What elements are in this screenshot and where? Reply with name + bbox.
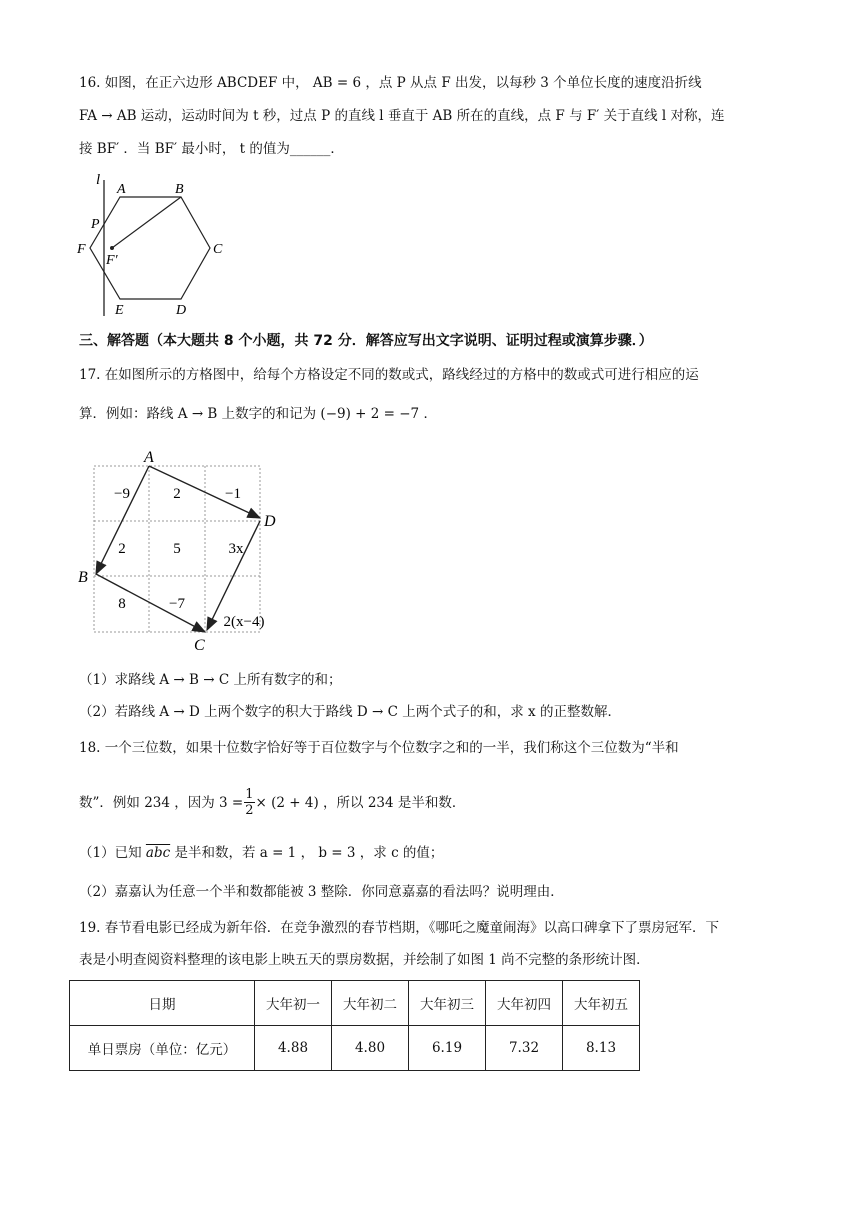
label-A: A bbox=[117, 182, 126, 197]
fraction-denominator: 2 bbox=[245, 803, 254, 818]
q16-line-1: 16. 如图，在正六边形 ABCDEF 中， AB = 6 ，点 P 从点 F 出发，以每秒 3 个单位长度的速度沿折线 bbox=[79, 75, 702, 91]
cell-r1c2: 2 bbox=[173, 486, 181, 502]
table-header-cell: 大年初四 bbox=[486, 981, 563, 1026]
point-B: B bbox=[78, 569, 88, 586]
q16-line-3: 接 BF′ ．当 BF′ 最小时， t 的值为______． bbox=[79, 141, 344, 157]
table-header-cell: 大年初一 bbox=[255, 981, 332, 1026]
table-cell: 6.19 bbox=[409, 1026, 486, 1071]
cell-r1c1: −9 bbox=[114, 486, 130, 502]
abc-overline: $\overline{abc}$ bbox=[145, 845, 171, 861]
table-cell: 4.88 bbox=[255, 1026, 332, 1071]
q18-sub-1 bbox=[79, 843, 443, 863]
section-3-heading: 三、解答题（本大题共 8 个小题，共 72 分．解答应写出文字说明、证明过程或演算步骤．） bbox=[79, 333, 653, 349]
table-row bbox=[70, 1026, 640, 1071]
label-P: P bbox=[91, 217, 100, 232]
point-D: D bbox=[264, 513, 276, 530]
label-D: D bbox=[176, 303, 187, 318]
q19-line-1: 19. 春节看电影已经成为新年俗．在竞争激烈的春节档期，《哪吒之魔童闹海》以高口碑拿下了票房冠军．下 bbox=[79, 920, 720, 936]
cell-r1c3: −1 bbox=[225, 486, 241, 502]
label-l: l bbox=[96, 172, 101, 188]
q18-line-2 bbox=[79, 787, 465, 818]
point-C: C bbox=[194, 637, 205, 654]
label-F: F bbox=[77, 242, 86, 257]
q16-line-2: FA → AB 运动，运动时间为 t 秒，过点 P 的直线 l 垂直于 AB 所在的直线，点 F 与 F′ 关于直线 l 对称，连 bbox=[79, 108, 725, 124]
table-header-row bbox=[70, 981, 640, 1026]
box-office-table bbox=[69, 980, 640, 1071]
table-header-cell: 大年初五 bbox=[563, 981, 640, 1026]
q17-sub-2: （2）若路线 A → D 上两个数字的积大于路线 D → C 上两个式子的和，求 x 的正整数解． bbox=[79, 704, 621, 720]
cell-r3c2: −7 bbox=[169, 596, 185, 612]
cell-r3c1: 8 bbox=[118, 596, 126, 612]
table-cell: 4.80 bbox=[332, 1026, 409, 1071]
q18-line-1: 18. 一个三位数，如果十位数字恰好等于百位数字与个位数字之和的一半，我们称这个三位数为“半和 bbox=[79, 740, 679, 756]
label-E: E bbox=[115, 303, 124, 318]
label-B: B bbox=[175, 182, 184, 197]
label-F-prime: F′ bbox=[106, 253, 118, 268]
label-C: C bbox=[213, 242, 223, 257]
table-header-cell: 大年初三 bbox=[409, 981, 486, 1026]
grid-figure bbox=[76, 444, 286, 654]
q18-line-2-end: × (2 + 4) ，所以 234 是半和数． bbox=[255, 794, 466, 811]
table-header-cell: 日期 bbox=[70, 981, 255, 1026]
q18-sub-1-end: 是半和数，若 a = 1 ， b = 3 ，求 c 的值； bbox=[174, 845, 444, 861]
q17-sub-1: （1）求路线 A → B → C 上所有数字的和； bbox=[79, 672, 342, 688]
fraction-numerator: 1 bbox=[245, 787, 254, 802]
cell-r2c3: 3x bbox=[228, 541, 244, 557]
q18-line-2-start: 数”．例如 234 ，因为 3 = bbox=[79, 794, 244, 811]
table-cell: 单日票房（单位：亿元） bbox=[70, 1026, 255, 1071]
q17-line-1: 17. 在如图所示的方格图中，给每个方格设定不同的数或式，路线经过的方格中的数或式可进行相应的运 bbox=[79, 367, 699, 383]
cell-r3c3: 2(x−4) bbox=[223, 614, 265, 630]
fraction-half bbox=[244, 787, 254, 818]
q19-line-2: 表是小明查阅资料整理的该电影上映五天的票房数据，并绘制了如图 1 尚不完整的条形统计图． bbox=[79, 952, 650, 968]
point-A: A bbox=[144, 449, 154, 466]
q17-line-2: 算．例如：路线 A → B 上数字的和记为 (−9) + 2 = −7 ． bbox=[79, 406, 437, 422]
q18-sub-1-start: （1）已知 bbox=[79, 845, 142, 861]
cell-r2c1: 2 bbox=[118, 541, 126, 557]
table-header-cell: 大年初二 bbox=[332, 981, 409, 1026]
cell-r2c2: 5 bbox=[173, 541, 181, 557]
hexagon-figure bbox=[70, 170, 230, 320]
q18-sub-2: （2）嘉嘉认为任意一个半和数都能被 3 整除．你同意嘉嘉的看法吗？说明理由． bbox=[79, 884, 564, 900]
table-cell: 7.32 bbox=[486, 1026, 563, 1071]
table-cell: 8.13 bbox=[563, 1026, 640, 1071]
